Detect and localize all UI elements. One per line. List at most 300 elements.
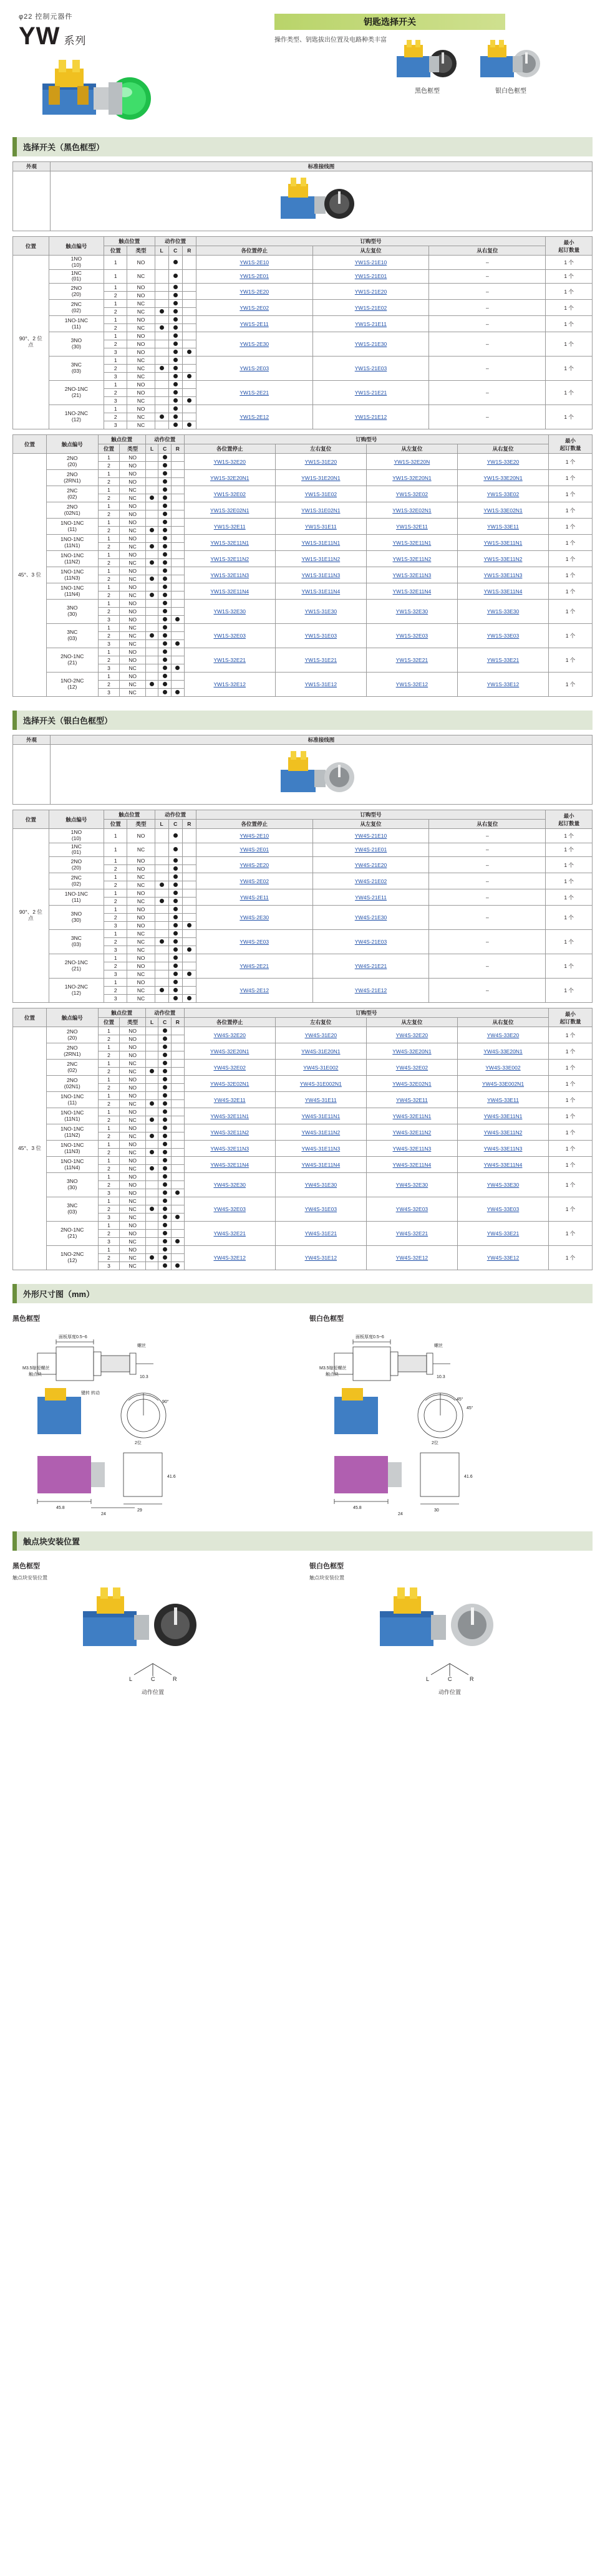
order-number-cell[interactable] bbox=[275, 1108, 366, 1124]
order-number-cell[interactable] bbox=[457, 1108, 548, 1124]
order-number-link[interactable]: YW1S-33E03 bbox=[486, 633, 520, 639]
order-number-link[interactable]: YW4S-33E11N1 bbox=[483, 1113, 523, 1119]
order-number-cell[interactable] bbox=[184, 454, 275, 470]
order-number-cell[interactable] bbox=[457, 567, 548, 583]
order-number-cell[interactable] bbox=[312, 357, 429, 381]
order-number-cell[interactable] bbox=[196, 906, 312, 930]
order-number-cell[interactable] bbox=[196, 405, 312, 429]
order-number-cell[interactable] bbox=[275, 673, 366, 697]
order-number-cell[interactable] bbox=[184, 1157, 275, 1173]
order-number-link[interactable]: YW1S-2E12 bbox=[240, 414, 269, 421]
order-number-cell[interactable] bbox=[457, 624, 548, 648]
order-number-link[interactable]: YW1S-31E11N4 bbox=[301, 588, 341, 595]
order-number-cell[interactable] bbox=[312, 256, 429, 270]
order-number-cell[interactable] bbox=[275, 583, 366, 600]
order-number-link[interactable]: YW4S-31E11 bbox=[304, 1096, 337, 1103]
order-number-link[interactable]: YW4S-32E11N2 bbox=[210, 1129, 249, 1136]
order-number-cell[interactable] bbox=[196, 357, 312, 381]
order-number-cell[interactable] bbox=[196, 843, 312, 857]
order-number-cell[interactable] bbox=[457, 519, 548, 535]
svg-text:90°: 90° bbox=[162, 1400, 169, 1405]
order-number-cell[interactable] bbox=[275, 1124, 366, 1141]
order-number-cell[interactable] bbox=[457, 470, 548, 486]
order-number-cell[interactable] bbox=[184, 1222, 275, 1246]
order-number-cell[interactable] bbox=[366, 1141, 457, 1157]
order-number-cell[interactable] bbox=[275, 502, 366, 519]
th-contact-code-3: 触点编号 bbox=[46, 435, 98, 454]
order-number-cell[interactable] bbox=[196, 332, 312, 357]
order-number-cell[interactable] bbox=[184, 1108, 275, 1124]
order-number-link[interactable]: YW4S-32E21 bbox=[395, 1230, 428, 1237]
order-number-cell[interactable] bbox=[366, 567, 457, 583]
order-number-link[interactable]: YW4S-31E002N1 bbox=[299, 1080, 342, 1087]
order-number-link[interactable]: YW4S-32E02 bbox=[213, 1064, 246, 1071]
order-number-link[interactable]: YW1S-33E11N4 bbox=[483, 588, 523, 595]
order-number-link[interactable]: YW1S-32E20N1 bbox=[392, 474, 432, 481]
order-number-link[interactable]: YW1S-32E11N4 bbox=[210, 588, 249, 595]
order-number-link[interactable]: YW4S-33E002 bbox=[485, 1064, 521, 1071]
min-qty-cell: 1 个 bbox=[549, 1141, 593, 1157]
order-number-link[interactable]: YW1S-21E12 bbox=[354, 414, 387, 421]
order-number-link[interactable]: YW1S-31E20N1 bbox=[301, 474, 341, 481]
order-number-link[interactable]: YW1S-2E11 bbox=[240, 320, 269, 327]
order-number-cell[interactable] bbox=[366, 1157, 457, 1173]
order-number-cell[interactable] bbox=[366, 583, 457, 600]
order-number-link[interactable]: YW1S-32E21 bbox=[213, 657, 246, 664]
order-number-link[interactable]: YW4S-21E11 bbox=[355, 894, 387, 901]
order-number-link[interactable]: YW1S-32E02N1 bbox=[392, 507, 432, 514]
order-number-link[interactable]: YW1S-32E12 bbox=[395, 681, 428, 688]
order-number-link[interactable]: YW4S-33E11N2 bbox=[483, 1129, 523, 1136]
order-number-link[interactable]: YW1S-31E12 bbox=[304, 681, 337, 688]
order-number-link[interactable]: YW4S-32E03 bbox=[213, 1206, 246, 1213]
order-number-cell[interactable] bbox=[312, 381, 429, 405]
order-number-link[interactable]: YW4S-33E11N3 bbox=[483, 1145, 523, 1152]
order-number-link[interactable]: YW1S-31E30 bbox=[304, 608, 337, 615]
order-number-link[interactable]: YW1S-32E02N1 bbox=[210, 507, 249, 514]
order-number-link[interactable]: YW1S-21E21 bbox=[354, 390, 387, 396]
order-number-link[interactable]: YW4S-31E11N3 bbox=[301, 1145, 341, 1152]
order-number-cell[interactable] bbox=[366, 470, 457, 486]
contact-index: 3 bbox=[104, 922, 127, 930]
order-number-cell[interactable] bbox=[184, 648, 275, 673]
order-number-cell[interactable] bbox=[184, 624, 275, 648]
order-number-link[interactable]: YW1S-31E02 bbox=[304, 491, 337, 497]
order-number-cell[interactable] bbox=[196, 256, 312, 270]
order-number-cell[interactable] bbox=[457, 1076, 548, 1092]
order-number-cell[interactable] bbox=[457, 486, 548, 502]
order-number-link[interactable]: YW4S-31E20N1 bbox=[301, 1048, 341, 1055]
order-number-link[interactable]: YW1S-32E12 bbox=[213, 681, 246, 688]
contact-code-cell: 3NO (30) bbox=[46, 1173, 98, 1197]
order-number-cell[interactable] bbox=[184, 1197, 275, 1222]
order-number-link[interactable]: YW1S-31E11N1 bbox=[301, 539, 341, 546]
order-number-cell[interactable] bbox=[457, 1060, 548, 1076]
order-number-link[interactable]: YW4S-33E30 bbox=[486, 1182, 520, 1189]
contact-dot bbox=[168, 316, 182, 324]
order-number-link[interactable]: YW1S-2E03 bbox=[240, 365, 269, 372]
order-number-link[interactable]: YW1S-33E12 bbox=[486, 681, 520, 688]
order-number-link[interactable]: YW4S-32E30 bbox=[213, 1182, 246, 1189]
order-number-cell[interactable] bbox=[184, 600, 275, 624]
order-number-cell[interactable] bbox=[312, 889, 429, 906]
order-number-link[interactable]: YW4S-31E11N2 bbox=[301, 1129, 341, 1136]
order-number-link[interactable]: YW1S-2E30 bbox=[240, 341, 269, 348]
order-number-cell[interactable] bbox=[196, 284, 312, 300]
order-number-cell[interactable] bbox=[275, 1092, 366, 1108]
order-number-cell[interactable] bbox=[184, 1173, 275, 1197]
order-number-cell[interactable] bbox=[196, 857, 312, 873]
order-number-link[interactable]: YW4S-21E21 bbox=[354, 963, 387, 970]
order-number-link[interactable]: YW4S-33E11N4 bbox=[483, 1161, 523, 1168]
order-number-link[interactable]: YW4S-21E02 bbox=[354, 878, 387, 884]
order-number-cell[interactable] bbox=[457, 1246, 548, 1270]
contact-code-cell: 2NO (20) bbox=[46, 454, 98, 470]
order-number-cell[interactable] bbox=[366, 535, 457, 551]
order-number-link[interactable]: YW1S-33E11N2 bbox=[483, 555, 523, 562]
order-number-link[interactable]: YW1S-21E03 bbox=[354, 365, 387, 372]
order-number-link[interactable]: YW1S-21E10 bbox=[354, 259, 387, 266]
order-number-cell[interactable] bbox=[457, 600, 548, 624]
order-number-link[interactable]: YW1S-21E01 bbox=[354, 273, 387, 280]
contact-dot bbox=[158, 600, 172, 608]
order-number-link[interactable]: YW1S-2E21 bbox=[240, 390, 269, 396]
order-number-cell[interactable] bbox=[312, 906, 429, 930]
th-C-s2: C bbox=[168, 820, 182, 829]
order-number-cell[interactable] bbox=[275, 1060, 366, 1076]
order-number-cell[interactable] bbox=[184, 1076, 275, 1092]
order-number-cell[interactable] bbox=[366, 1076, 457, 1092]
order-number-cell[interactable] bbox=[275, 486, 366, 502]
order-number-link[interactable]: YW1S-32E02 bbox=[395, 491, 428, 497]
order-number-link[interactable]: YW4S-32E11N4 bbox=[210, 1161, 249, 1168]
order-number-link[interactable]: YW1S-32E30 bbox=[395, 608, 428, 615]
order-number-cell[interactable] bbox=[312, 405, 429, 429]
order-number-link[interactable]: YW1S-31E03 bbox=[304, 633, 337, 639]
contact-kind: NO bbox=[127, 340, 155, 348]
order-number-cell[interactable] bbox=[275, 470, 366, 486]
order-number-cell[interactable] bbox=[366, 1027, 457, 1043]
order-number-link[interactable]: YW1S-2E02 bbox=[240, 304, 269, 311]
order-number-link[interactable]: YW1S-32E11 bbox=[213, 523, 246, 530]
order-number-link[interactable]: YW4S-31E11N4 bbox=[301, 1161, 341, 1168]
order-number-cell[interactable] bbox=[457, 648, 548, 673]
order-number-cell[interactable] bbox=[457, 551, 548, 567]
order-number-cell[interactable] bbox=[275, 624, 366, 648]
order-number-cell[interactable] bbox=[184, 486, 275, 502]
order-number-cell[interactable] bbox=[275, 1043, 366, 1060]
order-number-link[interactable]: YW1S-32E03 bbox=[213, 633, 246, 639]
order-number-cell[interactable] bbox=[457, 1157, 548, 1173]
order-number-cell[interactable] bbox=[275, 567, 366, 583]
order-number-cell[interactable] bbox=[275, 1027, 366, 1043]
order-number-cell[interactable] bbox=[184, 1060, 275, 1076]
order-number-cell[interactable] bbox=[366, 454, 457, 470]
order-number-cell[interactable] bbox=[366, 519, 457, 535]
order-number-link[interactable]: YW1S-32E11N2 bbox=[392, 555, 432, 562]
order-number-link[interactable]: YW4S-21E20 bbox=[354, 861, 387, 868]
order-number-cell[interactable] bbox=[184, 583, 275, 600]
order-number-cell[interactable] bbox=[184, 567, 275, 583]
order-number-cell[interactable] bbox=[366, 1043, 457, 1060]
contact-kind: NO bbox=[120, 1189, 145, 1197]
order-number-cell[interactable] bbox=[457, 535, 548, 551]
order-number-cell[interactable] bbox=[457, 673, 548, 697]
order-number-link[interactable]: YW4S-31E20 bbox=[304, 1032, 337, 1038]
order-number-cell[interactable] bbox=[184, 535, 275, 551]
order-number-cell[interactable] bbox=[184, 519, 275, 535]
th-position: 位置 bbox=[13, 237, 49, 256]
order-number-link[interactable]: YW4S-2E21 bbox=[240, 963, 269, 970]
order-number-link[interactable]: YW4S-21E01 bbox=[354, 846, 387, 853]
order-number-link[interactable]: YW4S-2E03 bbox=[240, 939, 269, 946]
order-number-link[interactable]: YW1S-31E21 bbox=[304, 657, 337, 664]
order-number-cell[interactable] bbox=[312, 843, 429, 857]
order-number-cell[interactable] bbox=[196, 300, 312, 316]
order-number-cell[interactable] bbox=[196, 269, 312, 284]
order-number-cell[interactable] bbox=[184, 470, 275, 486]
contact-index: 1 bbox=[104, 930, 127, 938]
order-number-cell[interactable] bbox=[196, 930, 312, 954]
order-number-cell[interactable] bbox=[312, 300, 429, 316]
order-number-link[interactable]: YW4S-32E20 bbox=[213, 1032, 246, 1038]
order-number-cell[interactable] bbox=[196, 979, 312, 1003]
order-number-link[interactable]: YW1S-32E20N bbox=[394, 458, 430, 465]
order-number-cell[interactable] bbox=[275, 1197, 366, 1222]
order-number-cell[interactable] bbox=[366, 1173, 457, 1197]
order-number-cell[interactable] bbox=[196, 316, 312, 332]
order-number-link[interactable]: YW1S-32E11N1 bbox=[392, 539, 432, 546]
order-number-cell[interactable] bbox=[457, 1027, 548, 1043]
order-number-link[interactable]: YW1S-33E11N1 bbox=[483, 539, 523, 546]
order-number-cell[interactable] bbox=[366, 1108, 457, 1124]
order-number-link[interactable]: YW4S-2E10 bbox=[240, 832, 269, 839]
order-number-cell[interactable] bbox=[275, 1222, 366, 1246]
order-number-cell[interactable] bbox=[196, 381, 312, 405]
order-number-link[interactable]: YW4S-32E12 bbox=[395, 1255, 428, 1262]
order-number-link[interactable]: YW1S-21E11 bbox=[355, 320, 387, 327]
order-number-link[interactable]: YW4S-33E20N1 bbox=[483, 1048, 523, 1055]
order-number-cell[interactable] bbox=[366, 673, 457, 697]
order-number-link[interactable]: YW1S-32E03 bbox=[395, 633, 428, 639]
order-number-cell[interactable] bbox=[457, 1222, 548, 1246]
order-number-cell[interactable] bbox=[366, 502, 457, 519]
order-number-link[interactable]: YW1S-33E30 bbox=[486, 608, 520, 615]
order-number-link[interactable]: YW4S-21E30 bbox=[354, 914, 387, 921]
order-number-link[interactable]: YW4S-21E12 bbox=[354, 987, 387, 994]
order-number-cell[interactable] bbox=[184, 551, 275, 567]
order-number-link[interactable]: YW4S-32E20N1 bbox=[392, 1048, 432, 1055]
order-number-cell[interactable] bbox=[366, 486, 457, 502]
order-number-link[interactable]: YW4S-32E11N1 bbox=[210, 1113, 249, 1119]
order-number-link[interactable]: YW4S-2E11 bbox=[240, 894, 269, 901]
order-number-cell[interactable] bbox=[312, 269, 429, 284]
order-number-cell[interactable] bbox=[184, 1246, 275, 1270]
order-number-cell[interactable] bbox=[275, 600, 366, 624]
order-number-cell[interactable] bbox=[275, 535, 366, 551]
order-number-cell[interactable] bbox=[312, 332, 429, 357]
order-number-link[interactable]: YW1S-21E30 bbox=[354, 341, 387, 348]
order-number-link[interactable]: YW4S-21E03 bbox=[354, 939, 387, 946]
order-number-cell[interactable] bbox=[275, 648, 366, 673]
order-number-cell[interactable] bbox=[457, 454, 548, 470]
order-number-link[interactable]: YW4S-33E12 bbox=[486, 1255, 520, 1262]
order-number-cell[interactable] bbox=[196, 829, 312, 843]
order-number-link[interactable]: YW4S-32E02 bbox=[395, 1064, 428, 1071]
order-number-cell[interactable] bbox=[184, 502, 275, 519]
order-number-cell[interactable] bbox=[184, 673, 275, 697]
order-number-cell[interactable] bbox=[275, 519, 366, 535]
order-number-link[interactable]: YW1S-21E20 bbox=[354, 288, 387, 295]
order-number-cell[interactable] bbox=[366, 1092, 457, 1108]
order-number-cell[interactable] bbox=[457, 1092, 548, 1108]
order-number-cell[interactable] bbox=[366, 1124, 457, 1141]
order-number-cell[interactable] bbox=[196, 954, 312, 979]
order-number-cell[interactable] bbox=[366, 1246, 457, 1270]
order-number-link[interactable]: YW1S-31E11 bbox=[304, 523, 337, 530]
order-number-cell[interactable] bbox=[457, 502, 548, 519]
order-number-cell[interactable] bbox=[457, 1173, 548, 1197]
order-number-link[interactable]: YW4S-33E20 bbox=[486, 1032, 520, 1038]
order-number-link[interactable]: YW4S-32E03 bbox=[395, 1206, 428, 1213]
order-number-link[interactable]: YW1S-32E02 bbox=[213, 491, 246, 497]
order-number-cell[interactable] bbox=[275, 1076, 366, 1092]
order-number-link[interactable]: YW4S-21E10 bbox=[354, 832, 387, 839]
order-number-cell[interactable] bbox=[366, 624, 457, 648]
contact-dot bbox=[168, 357, 182, 365]
order-number-link[interactable]: YW1S-33E21 bbox=[486, 657, 520, 664]
order-number-cell[interactable] bbox=[196, 873, 312, 889]
order-number-cell[interactable] bbox=[275, 1246, 366, 1270]
order-number-cell[interactable] bbox=[196, 889, 312, 906]
order-number-link[interactable]: YW1S-31E11N2 bbox=[301, 555, 341, 562]
order-number-cell[interactable] bbox=[312, 857, 429, 873]
order-number-link[interactable]: YW4S-2E02 bbox=[240, 878, 269, 884]
order-number-link[interactable]: YW1S-33E11 bbox=[487, 523, 519, 530]
order-number-link[interactable]: YW4S-32E20N1 bbox=[210, 1048, 249, 1055]
order-number-cell[interactable] bbox=[312, 873, 429, 889]
order-number-link[interactable]: YW4S-32E21 bbox=[213, 1230, 246, 1237]
order-number-cell[interactable] bbox=[275, 1141, 366, 1157]
order-number-link[interactable]: YW1S-32E30 bbox=[213, 608, 246, 615]
order-number-link[interactable]: YW1S-33E20N1 bbox=[483, 474, 523, 481]
order-number-cell[interactable] bbox=[312, 930, 429, 954]
order-number-cell[interactable] bbox=[457, 1141, 548, 1157]
order-number-link[interactable]: YW1S-32E20 bbox=[213, 458, 246, 465]
order-number-link[interactable]: YW4S-2E12 bbox=[240, 987, 269, 994]
order-number-cell[interactable] bbox=[366, 600, 457, 624]
order-number-cell[interactable] bbox=[366, 1197, 457, 1222]
order-number-link[interactable]: YW4S-33E002N1 bbox=[482, 1080, 525, 1087]
order-number-cell[interactable] bbox=[457, 1043, 548, 1060]
order-number-link[interactable]: YW4S-2E30 bbox=[240, 914, 269, 921]
order-number-link[interactable]: YW1S-2E10 bbox=[240, 259, 269, 266]
order-number-cell[interactable] bbox=[184, 1124, 275, 1141]
order-number-link[interactable]: YW1S-32E20N1 bbox=[210, 474, 249, 481]
order-number-cell[interactable] bbox=[457, 583, 548, 600]
order-number-link[interactable]: YW1S-2E01 bbox=[240, 273, 269, 280]
order-number-cell[interactable] bbox=[366, 551, 457, 567]
order-number-link[interactable]: YW4S-31E002 bbox=[303, 1064, 339, 1071]
order-number-link[interactable]: YW1S-32E11N3 bbox=[392, 572, 432, 578]
order-number-link[interactable]: YW4S-32E11N1 bbox=[392, 1113, 432, 1119]
order-number-cell[interactable] bbox=[312, 829, 429, 843]
contact-kind: NC bbox=[120, 1165, 145, 1173]
order-number-cell[interactable] bbox=[275, 1157, 366, 1173]
order-number-link[interactable]: YW4S-33E21 bbox=[486, 1230, 520, 1237]
contact-dot bbox=[182, 340, 196, 348]
order-number-cell[interactable] bbox=[457, 1124, 548, 1141]
order-number-link[interactable]: YW4S-32E20 bbox=[395, 1032, 428, 1038]
order-number-link[interactable]: YW4S-32E11N4 bbox=[392, 1161, 432, 1168]
contact-code-cell: 1NO (10) bbox=[49, 829, 104, 843]
order-number-link[interactable]: YW1S-31E02N1 bbox=[301, 507, 341, 514]
order-number-cell[interactable] bbox=[366, 1222, 457, 1246]
order-number-cell[interactable] bbox=[457, 1197, 548, 1222]
contact-dot bbox=[155, 889, 168, 898]
order-number-link[interactable]: YW4S-31E03 bbox=[304, 1206, 337, 1213]
order-number-cell[interactable] bbox=[312, 316, 429, 332]
order-number-link[interactable]: YW1S-32E21 bbox=[395, 657, 428, 664]
order-number-link[interactable]: YW4S-32E12 bbox=[213, 1255, 246, 1262]
order-number-link[interactable]: YW4S-2E01 bbox=[240, 846, 269, 853]
order-number-link[interactable]: YW1S-32E11N3 bbox=[210, 572, 249, 578]
order-number-cell[interactable] bbox=[366, 648, 457, 673]
order-number-link[interactable]: YW1S-33E20 bbox=[486, 458, 520, 465]
order-number-link[interactable]: YW1S-33E02N1 bbox=[483, 507, 523, 514]
order-number-link[interactable]: YW4S-31E11N1 bbox=[301, 1113, 341, 1119]
order-number-link[interactable]: YW1S-31E20 bbox=[304, 458, 337, 465]
order-number-link[interactable]: YW1S-32E11N1 bbox=[210, 539, 249, 546]
order-number-link[interactable]: YW1S-33E11N3 bbox=[483, 572, 523, 578]
order-number-link[interactable]: YW1S-32E11 bbox=[395, 523, 428, 530]
svg-text:41.6: 41.6 bbox=[464, 1475, 473, 1480]
order-number-link[interactable]: YW4S-32E11 bbox=[395, 1096, 428, 1103]
order-number-cell[interactable] bbox=[184, 1141, 275, 1157]
order-number-cell[interactable] bbox=[184, 1027, 275, 1043]
order-number-link[interactable]: YW4S-31E30 bbox=[304, 1182, 337, 1189]
order-number-cell[interactable] bbox=[312, 979, 429, 1003]
order-number-link[interactable]: YW4S-32E02N1 bbox=[210, 1080, 249, 1087]
order-number-cell[interactable] bbox=[366, 1060, 457, 1076]
order-number-link[interactable]: YW4S-33E03 bbox=[486, 1206, 520, 1213]
order-number-cell[interactable] bbox=[312, 954, 429, 979]
order-number-link[interactable]: YW4S-2E20 bbox=[240, 861, 269, 868]
order-number-cell[interactable] bbox=[275, 551, 366, 567]
order-number-link[interactable]: YW4S-32E11N3 bbox=[392, 1145, 432, 1152]
order-number-link[interactable]: YW4S-32E02N1 bbox=[392, 1080, 432, 1087]
order-number-cell[interactable] bbox=[275, 454, 366, 470]
order-number-link[interactable]: YW4S-32E30 bbox=[395, 1182, 428, 1189]
order-number-cell[interactable] bbox=[184, 1043, 275, 1060]
order-number-link[interactable]: YW1S-2E20 bbox=[240, 288, 269, 295]
order-number-link[interactable]: YW1S-21E02 bbox=[354, 304, 387, 311]
order-number-link[interactable]: YW1S-32E11N2 bbox=[210, 555, 249, 562]
order-number-link[interactable]: YW4S-32E11N3 bbox=[210, 1145, 249, 1152]
order-number-link[interactable]: YW1S-32E11N4 bbox=[392, 588, 432, 595]
contact-dot bbox=[182, 906, 196, 914]
order-number-link[interactable]: YW4S-31E21 bbox=[304, 1230, 337, 1237]
order-number-link[interactable]: YW1S-31E11N3 bbox=[301, 572, 341, 578]
order-number-link[interactable]: YW1S-33E02 bbox=[486, 491, 520, 497]
order-number-cell[interactable] bbox=[275, 1173, 366, 1197]
order-number-link[interactable]: YW4S-33E11 bbox=[487, 1096, 519, 1103]
order-number-link[interactable]: YW4S-32E11N2 bbox=[392, 1129, 432, 1136]
order-number-link[interactable]: YW4S-31E12 bbox=[304, 1255, 337, 1262]
order-number-cell[interactable] bbox=[312, 284, 429, 300]
order-number-link[interactable]: YW4S-32E11 bbox=[213, 1096, 246, 1103]
order-number-cell[interactable] bbox=[184, 1092, 275, 1108]
